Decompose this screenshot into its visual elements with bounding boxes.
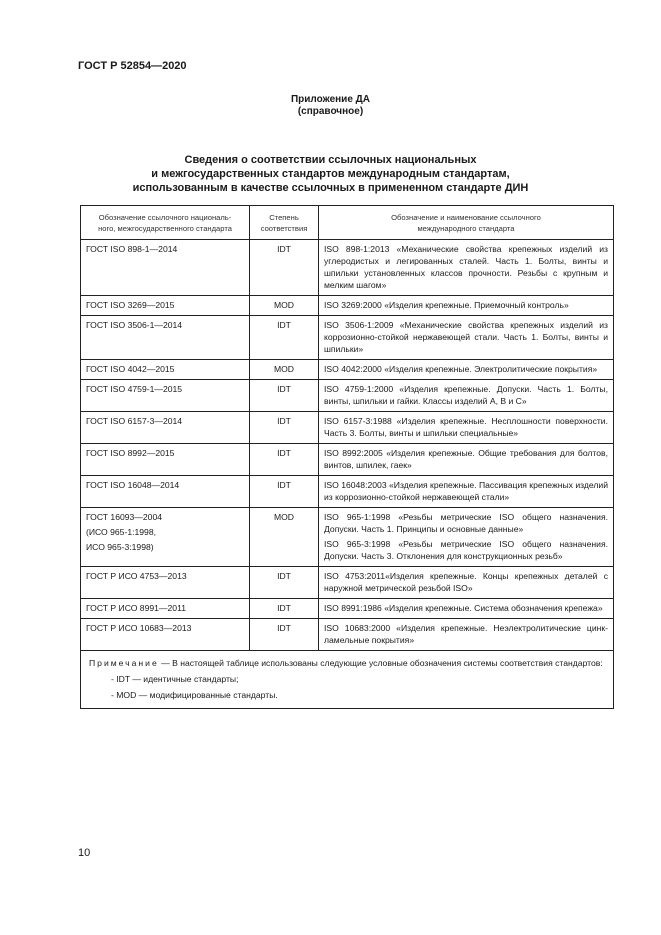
degree-cell: MOD (250, 508, 319, 567)
header-national-standard: Обозначение ссылочного националь- ного, межгосударственного стандарта (81, 206, 250, 240)
title-line: Сведения о соответствии ссылочных национальных (184, 154, 477, 166)
table-row (81, 360, 614, 380)
national-standard-cell: ГОСТ ISO 4042—2015 (81, 360, 250, 380)
degree-cell: IDT (250, 444, 319, 476)
note-text: — В настоящей таблице использованы следующие условные обозначения системы соответствия стандартов: (158, 658, 603, 668)
international-standard-cell: ISO 965-1:1998 «Резьбы метрические ISO общего назначения. Допуски. Часть 1. Принципы и основные данные» ISO 965-3:1998 «Резьбы метрические ISO общего назначения. Допуски. Часть 3. Отклонения для конструкционных резьб» (319, 508, 614, 567)
table-header-row (81, 206, 614, 240)
header-international-standard: Обозначение и наименование ссылочного международного стандарта (319, 206, 614, 240)
correspondence-table (80, 205, 614, 709)
degree-cell: IDT (250, 567, 319, 599)
table-row (81, 599, 614, 619)
international-standard-cell: ISO 898-1:2013 «Механические свойства крепежных изделий из углеродистых и легированных сталей. Часть 1. Болты, винты и шпильки установленных классов прочности. Резьбы с крупным и мелким шагом» (319, 240, 614, 296)
table-row (81, 619, 614, 651)
national-standard-cell: ГОСТ Р ИСО 10683—2013 (81, 619, 250, 651)
degree-cell: IDT (250, 476, 319, 508)
table-row (81, 412, 614, 444)
note-row (81, 651, 614, 709)
degree-cell: MOD (250, 296, 319, 316)
national-standard-cell: ГОСТ ISO 4759-1—2015 (81, 380, 250, 412)
note-item: - IDT — идентичные стандарты; (111, 674, 239, 684)
table-row (81, 380, 614, 412)
international-standard-cell: ISO 3506-1:2009 «Механические свойства крепежных изделий из коррозионно-стойкой нержавеющей стали. Часть 1. Болты, винты и шпильки» (319, 316, 614, 360)
degree-cell: IDT (250, 316, 319, 360)
international-standard-cell: ISO 3269:2000 «Изделия крепежные. Приемочный контроль» (319, 296, 614, 316)
page-number: 10 (78, 847, 91, 859)
note-label: Примечание (89, 658, 159, 668)
header-degree: Степень соответствия (250, 206, 319, 240)
note-item: - MOD — модифицированные стандарты. (111, 690, 278, 700)
international-standard-cell: ISO 16048:2003 «Изделия крепежные. Пассивация крепежных изделий из коррозионно-стойкой нержавеющей стали» (319, 476, 614, 508)
degree-cell: MOD (250, 360, 319, 380)
national-standard-cell: ГОСТ ISO 8992—2015 (81, 444, 250, 476)
national-standard-cell: ГОСТ Р ИСО 8991—2011 (81, 599, 250, 619)
international-standard-cell: ISO 8992:2005 «Изделия крепежные. Общие требования для болтов, винтов, шпилек, гаек» (319, 444, 614, 476)
international-standard-cell: ISO 4042:2000 «Изделия крепежные. Электролитические покрытия» (319, 360, 614, 380)
national-standard-cell: ГОСТ Р ИСО 4753—2013 (81, 567, 250, 599)
national-standard-cell: ГОСТ ISO 3506-1—2014 (81, 316, 250, 360)
international-standard-cell: ISO 4753:2011«Изделия крепежные. Концы крепежных деталей с наружной метрической резьбой ISO» (319, 567, 614, 599)
degree-cell: IDT (250, 599, 319, 619)
table-row (81, 316, 614, 360)
international-standard-cell: ISO 8991:1986 «Изделия крепежные. Система обозначения крепежа» (319, 599, 614, 619)
table-row (81, 508, 614, 567)
national-standard-cell: ГОСТ 16093—2004 (ИСО 965-1:1998, ИСО 965-3:1998) (81, 508, 250, 567)
national-standard-cell: ГОСТ ISO 3269—2015 (81, 296, 250, 316)
annex-title: Приложение ДА (290, 94, 371, 105)
national-standard-cell: ГОСТ ISO 6157-3—2014 (81, 412, 250, 444)
national-standard-cell: ГОСТ ISO 898-1—2014 (81, 240, 250, 296)
degree-cell: IDT (250, 619, 319, 651)
table-row (81, 240, 614, 296)
table-title (60, 153, 601, 195)
table-row (81, 567, 614, 599)
table-row (81, 444, 614, 476)
annex-subtitle: (справочное) (297, 106, 364, 117)
title-line: использованным в качестве ссылочных в примененном стандарте ДИН (132, 182, 529, 194)
degree-cell: IDT (250, 412, 319, 444)
table-row (81, 476, 614, 508)
title-line: и межгосударственных стандартов международным стандартам, (151, 168, 510, 180)
national-standard-cell: ГОСТ ISO 16048—2014 (81, 476, 250, 508)
standard-header: ГОСТ Р 52854—2020 (78, 60, 187, 72)
international-standard-cell: ISO 4759-1:2000 «Изделия крепежные. Допуски. Часть 1. Болты, винты, шпильки и гайки. Классы изделий А, В и С» (319, 380, 614, 412)
degree-cell: IDT (250, 380, 319, 412)
table-note (81, 651, 614, 709)
table-row (81, 296, 614, 316)
degree-cell: IDT (250, 240, 319, 296)
international-standard-cell: ISO 10683:2000 «Изделия крепежные. Неэлектролитические цинк-ламельные покрытия» (319, 619, 614, 651)
international-standard-cell: ISO 6157-3:1988 «Изделия крепежные. Несплошности поверхности. Часть 3. Болты, винты и шпильки специальные» (319, 412, 614, 444)
